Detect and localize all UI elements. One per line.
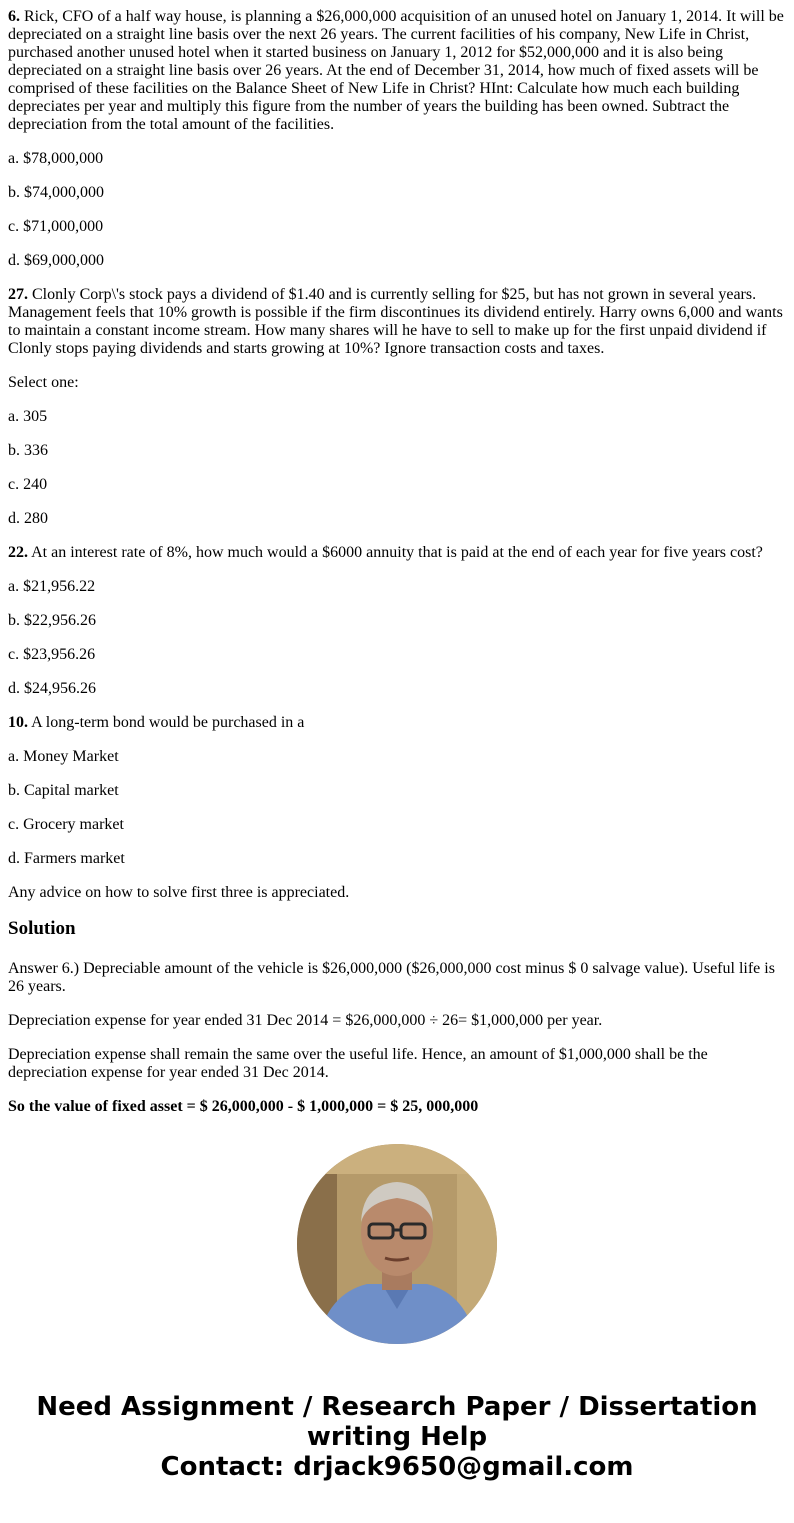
option: b. 336 (8, 442, 48, 459)
option: d. Farmers market (8, 850, 125, 867)
promo-line: writing Help (306, 1422, 488, 1452)
question-text: At an interest rate of 8%, how much would a $6000 annuity that is paid at the end of each year for five years cost? (31, 544, 763, 561)
option: c. 240 (8, 476, 48, 493)
question-text: Clonly Corp\'s stock pays a dividend of $1.40 and is currently selling for $25, but has not grown in several years. Management feels that 10% growth is possible if the firm discontinues its dividend entirely. Harry owns 6,000 and wants to maintain a constant income stream. How many shares will he have to sell to make up for the first unpaid dividend if Clonly stops paying dividends and starts growing at 10%? Ignore transaction costs and taxes. (8, 286, 783, 357)
question-27 (8, 286, 786, 358)
option: a. Money Market (8, 748, 119, 765)
author-photo (297, 1144, 497, 1344)
question-22 (8, 544, 786, 562)
question-text: A long-term bond would be purchased in a (31, 714, 305, 731)
promo-line: Need Assignment / Research Paper / Dissertation (36, 1392, 758, 1422)
solution-paragraph: Depreciation expense for year ended 31 Dec 2014 = $26,000,000 ÷ 26= $1,000,000 per year. (8, 1012, 603, 1029)
option: c. Grocery market (8, 816, 124, 833)
option: c. $71,000,000 (8, 218, 104, 235)
solution-conclusion (8, 1098, 786, 1116)
author-photo-container (8, 1144, 786, 1344)
question-text: Rick, CFO of a half way house, is planning a $26,000,000 acquisition of an unused hotel on January 1, 2014. It will be depreciated on a straight line basis over the next 26 years. The current facilities of his company, New Life in Christ, purchased another unused hotel when it started business on January 1, 2012 for $52,000,000 and it is also being depreciated on a straight line basis over 26 years. At the end of December 31, 2014, how much of fixed assets will be comprised of these facilities on the Balance Sheet of New Life in Christ? HInt: Calculate how much each building depreciates per year and multiply this figure from the number of years the building has been owned. Subtract the depreciation from the total amount of the facilities. (8, 8, 784, 133)
question-number: 10. (8, 714, 28, 731)
option: b. Capital market (8, 782, 119, 799)
option: a. $21,956.22 (8, 578, 96, 595)
question-number: 22. (8, 544, 28, 561)
promo-banner (8, 1392, 786, 1482)
question-10 (8, 714, 786, 732)
option: d. $24,956.26 (8, 680, 96, 697)
solution-conclusion-text: So the value of fixed asset = $ 26,000,000 - $ 1,000,000 = $ 25, 000,000 (8, 1098, 479, 1115)
promo-contact: Contact: drjack9650@gmail.com (160, 1452, 634, 1482)
option: b. $74,000,000 (8, 184, 104, 201)
select-one-label: Select one: (8, 374, 79, 391)
option: c. $23,956.26 (8, 646, 96, 663)
question-6 (8, 8, 786, 134)
solution-paragraph: Answer 6.) Depreciable amount of the vehicle is $26,000,000 ($26,000,000 cost minus $ 0 salvage value). Useful life is 26 years. (8, 960, 775, 995)
solution-heading: Solution (8, 918, 76, 939)
option: b. $22,956.26 (8, 612, 96, 629)
option: d. $69,000,000 (8, 252, 104, 269)
option: a. $78,000,000 (8, 150, 104, 167)
option: a. 305 (8, 408, 48, 425)
option: d. 280 (8, 510, 48, 527)
question-number: 6. (8, 8, 20, 25)
closing-note: Any advice on how to solve first three is appreciated. (8, 884, 350, 901)
question-number: 27. (8, 286, 28, 303)
solution-paragraph: Depreciation expense shall remain the same over the useful life. Hence, an amount of $1,000,000 shall be the depreciation expense for year ended 31 Dec 2014. (8, 1046, 708, 1081)
author-portrait-image (297, 1144, 497, 1344)
